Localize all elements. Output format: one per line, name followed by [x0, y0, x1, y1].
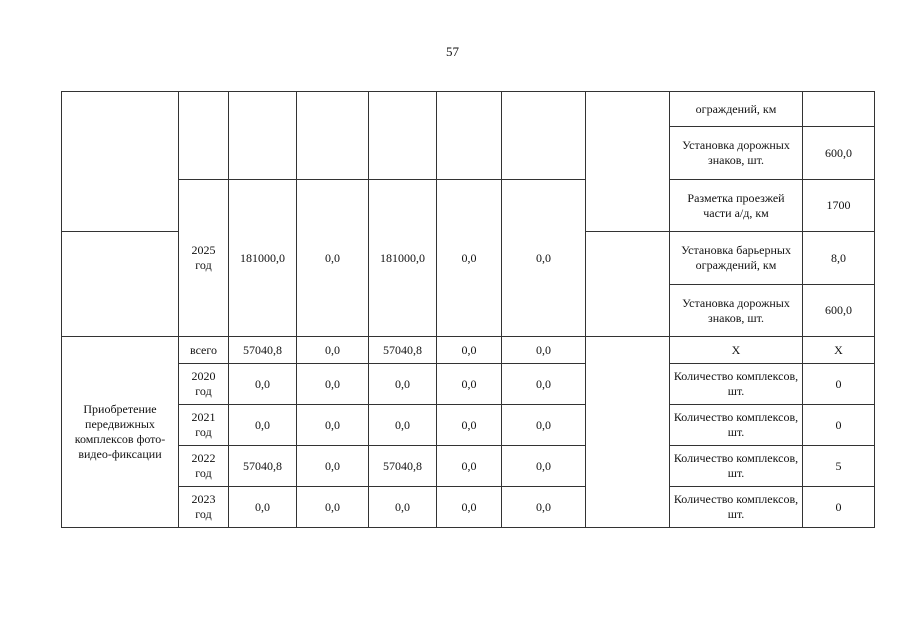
- indicator-name: Количество комплексов, шт.: [670, 487, 803, 528]
- value-cell: 0,0: [297, 337, 369, 364]
- table-row: [62, 487, 875, 528]
- empty-cell: [586, 337, 670, 528]
- page-number: 57: [446, 44, 459, 59]
- indicator-value: 600,0: [803, 127, 875, 180]
- value-cell: 0,0: [502, 487, 586, 528]
- value-cell: 0,0: [369, 364, 437, 405]
- empty-cell: [62, 92, 179, 232]
- indicator-value: Х: [803, 337, 875, 364]
- value-cell: 0,0: [502, 446, 586, 487]
- measure-name: Приобретение передвижных комплексов фото-видео-фиксации: [62, 337, 179, 528]
- empty-cell: [229, 92, 297, 180]
- program-table: [61, 91, 875, 528]
- table-row: [62, 364, 875, 405]
- value-cell: 57040,8: [229, 446, 297, 487]
- indicator-name: Установка барьерных ограждений, км: [670, 232, 803, 285]
- value-cell: 0,0: [502, 364, 586, 405]
- value-cell: 57040,8: [369, 337, 437, 364]
- indicator-value: 0: [803, 487, 875, 528]
- empty-cell: [179, 92, 229, 180]
- value-cell: 57040,8: [229, 337, 297, 364]
- indicator-value: [803, 92, 875, 127]
- indicator-value: 0: [803, 405, 875, 446]
- table-row: [62, 405, 875, 446]
- indicator-value: 600,0: [803, 285, 875, 337]
- value-cell: 0,0: [297, 180, 369, 337]
- value-cell: 0,0: [297, 446, 369, 487]
- empty-cell: [437, 92, 502, 180]
- indicator-value: 5: [803, 446, 875, 487]
- empty-cell: [586, 232, 670, 337]
- value-cell: 57040,8: [369, 446, 437, 487]
- year-cell: 2025 год: [179, 180, 229, 337]
- value-cell: 0,0: [502, 337, 586, 364]
- value-cell: 0,0: [437, 337, 502, 364]
- period-cell: 2022 год: [179, 446, 229, 487]
- value-cell: 0,0: [369, 487, 437, 528]
- indicator-name: Х: [670, 337, 803, 364]
- period-cell: 2023 год: [179, 487, 229, 528]
- value-cell: 0,0: [437, 364, 502, 405]
- period-cell: всего: [179, 337, 229, 364]
- value-cell: 0,0: [297, 405, 369, 446]
- value-cell: 0,0: [437, 446, 502, 487]
- indicator-name: Количество комплексов, шт.: [670, 364, 803, 405]
- indicator-name: Количество комплексов, шт.: [670, 446, 803, 487]
- indicator-name: Установка дорожных знаков, шт.: [670, 127, 803, 180]
- value-cell: 0,0: [229, 487, 297, 528]
- value-cell: 0,0: [437, 180, 502, 337]
- indicator-name: ограждений, км: [670, 92, 803, 127]
- empty-cell: [297, 92, 369, 180]
- value-cell: 181000,0: [229, 180, 297, 337]
- value-cell: 0,0: [229, 364, 297, 405]
- table-row: [62, 446, 875, 487]
- value-cell: 0,0: [229, 405, 297, 446]
- empty-cell: [62, 232, 179, 337]
- indicator-name: Количество комплексов, шт.: [670, 405, 803, 446]
- value-cell: 0,0: [437, 405, 502, 446]
- value-cell: 181000,0: [369, 180, 437, 337]
- table-row: [62, 180, 875, 232]
- value-cell: 0,0: [369, 405, 437, 446]
- value-cell: 0,0: [502, 405, 586, 446]
- value-cell: 0,0: [297, 364, 369, 405]
- table-row: [62, 337, 875, 364]
- empty-cell: [502, 92, 586, 180]
- indicator-value: 8,0: [803, 232, 875, 285]
- value-cell: 0,0: [297, 487, 369, 528]
- period-cell: 2020 год: [179, 364, 229, 405]
- table-row: [62, 92, 875, 127]
- period-cell: 2021 год: [179, 405, 229, 446]
- value-cell: 0,0: [437, 487, 502, 528]
- indicator-name: Установка дорожных знаков, шт.: [670, 285, 803, 337]
- value-cell: 0,0: [502, 180, 586, 337]
- empty-cell: [369, 92, 437, 180]
- indicator-name: Разметка проезжей части а/д, км: [670, 180, 803, 232]
- indicator-value: 1700: [803, 180, 875, 232]
- empty-cell: [586, 92, 670, 232]
- indicator-value: 0: [803, 364, 875, 405]
